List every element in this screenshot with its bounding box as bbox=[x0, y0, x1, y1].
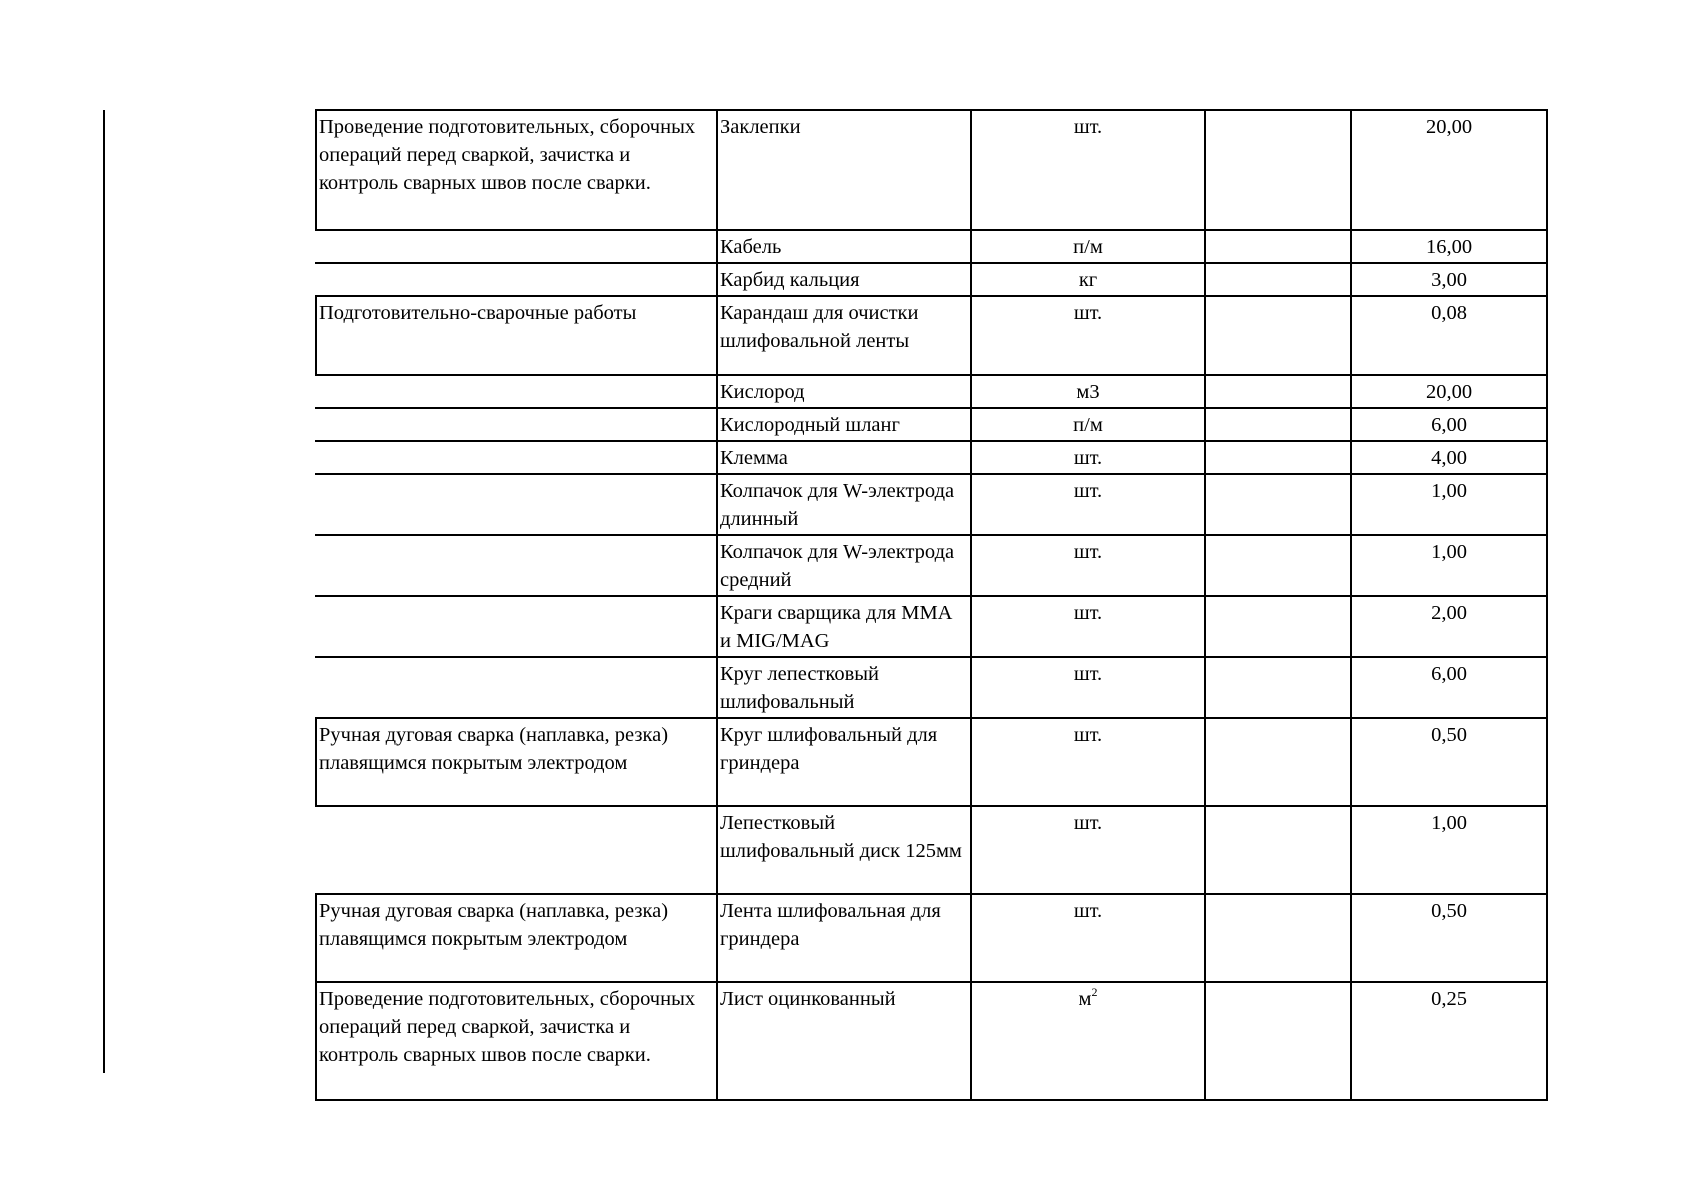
quantity-cell: 2,00 bbox=[1351, 596, 1547, 657]
operation-cell: Проведение подготовительных, сборочных операций перед сваркой, зачистка и контроль сварных швов после сварки. bbox=[316, 982, 717, 1100]
material-cell: Краги сварщика для ММА и MIG/MAG bbox=[717, 596, 971, 657]
unit-cell: шт. bbox=[971, 441, 1205, 474]
unit-cell: п/м bbox=[971, 408, 1205, 441]
blank-cell bbox=[1205, 806, 1351, 894]
material-cell: Круг лепестковый шлифовальный bbox=[717, 657, 971, 718]
material-cell: Лента шлифовальная для гриндера bbox=[717, 894, 971, 982]
table-row bbox=[316, 474, 1547, 535]
unit-cell: шт. bbox=[971, 894, 1205, 982]
operation-cell: Ручная дуговая сварка (наплавка, резка) плавящимся покрытым электродом bbox=[316, 894, 717, 982]
operation-cell bbox=[316, 596, 717, 657]
quantity-cell: 1,00 bbox=[1351, 806, 1547, 894]
page-margin-rule bbox=[103, 110, 105, 1073]
quantity-cell: 6,00 bbox=[1351, 657, 1547, 718]
operation-cell bbox=[316, 535, 717, 596]
blank-cell bbox=[1205, 375, 1351, 408]
table-row bbox=[316, 230, 1547, 263]
quantity-cell: 6,00 bbox=[1351, 408, 1547, 441]
table-row bbox=[316, 375, 1547, 408]
table-row bbox=[316, 263, 1547, 296]
material-cell: Кабель bbox=[717, 230, 971, 263]
unit-cell: кг bbox=[971, 263, 1205, 296]
unit-cell: шт. bbox=[971, 657, 1205, 718]
table-row bbox=[316, 596, 1547, 657]
unit-cell: шт. bbox=[971, 718, 1205, 806]
material-cell: Лепестковый шлифовальный диск 125мм bbox=[717, 806, 971, 894]
unit-cell: п/м bbox=[971, 230, 1205, 263]
operation-cell: Ручная дуговая сварка (наплавка, резка) плавящимся покрытым электродом bbox=[316, 718, 717, 806]
table-row bbox=[316, 296, 1547, 375]
table-row bbox=[316, 657, 1547, 718]
table-row bbox=[316, 441, 1547, 474]
operation-cell: Проведение подготовительных, сборочных операций перед сваркой, зачистка и контроль сварных швов после сварки. bbox=[316, 110, 717, 230]
material-cell: Клемма bbox=[717, 441, 971, 474]
quantity-cell: 0,25 bbox=[1351, 982, 1547, 1100]
materials-table bbox=[315, 109, 1548, 1101]
quantity-cell: 0,08 bbox=[1351, 296, 1547, 375]
blank-cell bbox=[1205, 894, 1351, 982]
table-row bbox=[316, 110, 1547, 230]
blank-cell bbox=[1205, 408, 1351, 441]
material-cell: Кислород bbox=[717, 375, 971, 408]
blank-cell bbox=[1205, 982, 1351, 1100]
table-row bbox=[316, 535, 1547, 596]
blank-cell bbox=[1205, 110, 1351, 230]
material-cell: Карбид кальция bbox=[717, 263, 971, 296]
table-row bbox=[316, 982, 1547, 1100]
table-row bbox=[316, 718, 1547, 806]
material-cell: Колпачок для W-электрода длинный bbox=[717, 474, 971, 535]
unit-superscript: 2 bbox=[1091, 985, 1098, 999]
material-cell: Карандаш для очистки шлифовальной ленты bbox=[717, 296, 971, 375]
blank-cell bbox=[1205, 296, 1351, 375]
unit-cell: м3 bbox=[971, 375, 1205, 408]
material-cell: Кислородный шланг bbox=[717, 408, 971, 441]
unit-text: м bbox=[1078, 988, 1092, 1010]
blank-cell bbox=[1205, 474, 1351, 535]
unit-cell: шт. bbox=[971, 806, 1205, 894]
blank-cell bbox=[1205, 441, 1351, 474]
operation-cell bbox=[316, 806, 717, 894]
material-cell: Заклепки bbox=[717, 110, 971, 230]
operation-cell bbox=[316, 474, 717, 535]
operation-cell bbox=[316, 441, 717, 474]
blank-cell bbox=[1205, 657, 1351, 718]
material-cell: Колпачок для W-электрода средний bbox=[717, 535, 971, 596]
unit-cell: шт. bbox=[971, 110, 1205, 230]
material-cell: Круг шлифовальный для гриндера bbox=[717, 718, 971, 806]
operation-cell bbox=[316, 263, 717, 296]
unit-cell: шт. bbox=[971, 596, 1205, 657]
quantity-cell: 3,00 bbox=[1351, 263, 1547, 296]
table-row bbox=[316, 408, 1547, 441]
unit-cell bbox=[971, 982, 1205, 1100]
quantity-cell: 0,50 bbox=[1351, 894, 1547, 982]
blank-cell bbox=[1205, 230, 1351, 263]
blank-cell bbox=[1205, 535, 1351, 596]
blank-cell bbox=[1205, 263, 1351, 296]
blank-cell bbox=[1205, 718, 1351, 806]
quantity-cell: 1,00 bbox=[1351, 474, 1547, 535]
table-row bbox=[316, 806, 1547, 894]
quantity-cell: 16,00 bbox=[1351, 230, 1547, 263]
operation-cell bbox=[316, 657, 717, 718]
quantity-cell: 20,00 bbox=[1351, 375, 1547, 408]
unit-cell: шт. bbox=[971, 474, 1205, 535]
table-row bbox=[316, 894, 1547, 982]
operation-cell bbox=[316, 375, 717, 408]
operation-cell bbox=[316, 230, 717, 263]
quantity-cell: 1,00 bbox=[1351, 535, 1547, 596]
blank-cell bbox=[1205, 596, 1351, 657]
quantity-cell: 20,00 bbox=[1351, 110, 1547, 230]
operation-cell bbox=[316, 408, 717, 441]
unit-cell: шт. bbox=[971, 535, 1205, 596]
quantity-cell: 0,50 bbox=[1351, 718, 1547, 806]
quantity-cell: 4,00 bbox=[1351, 441, 1547, 474]
unit-cell: шт. bbox=[971, 296, 1205, 375]
material-cell: Лист оцинкованный bbox=[717, 982, 971, 1100]
operation-cell: Подготовительно-сварочные работы bbox=[316, 296, 717, 375]
